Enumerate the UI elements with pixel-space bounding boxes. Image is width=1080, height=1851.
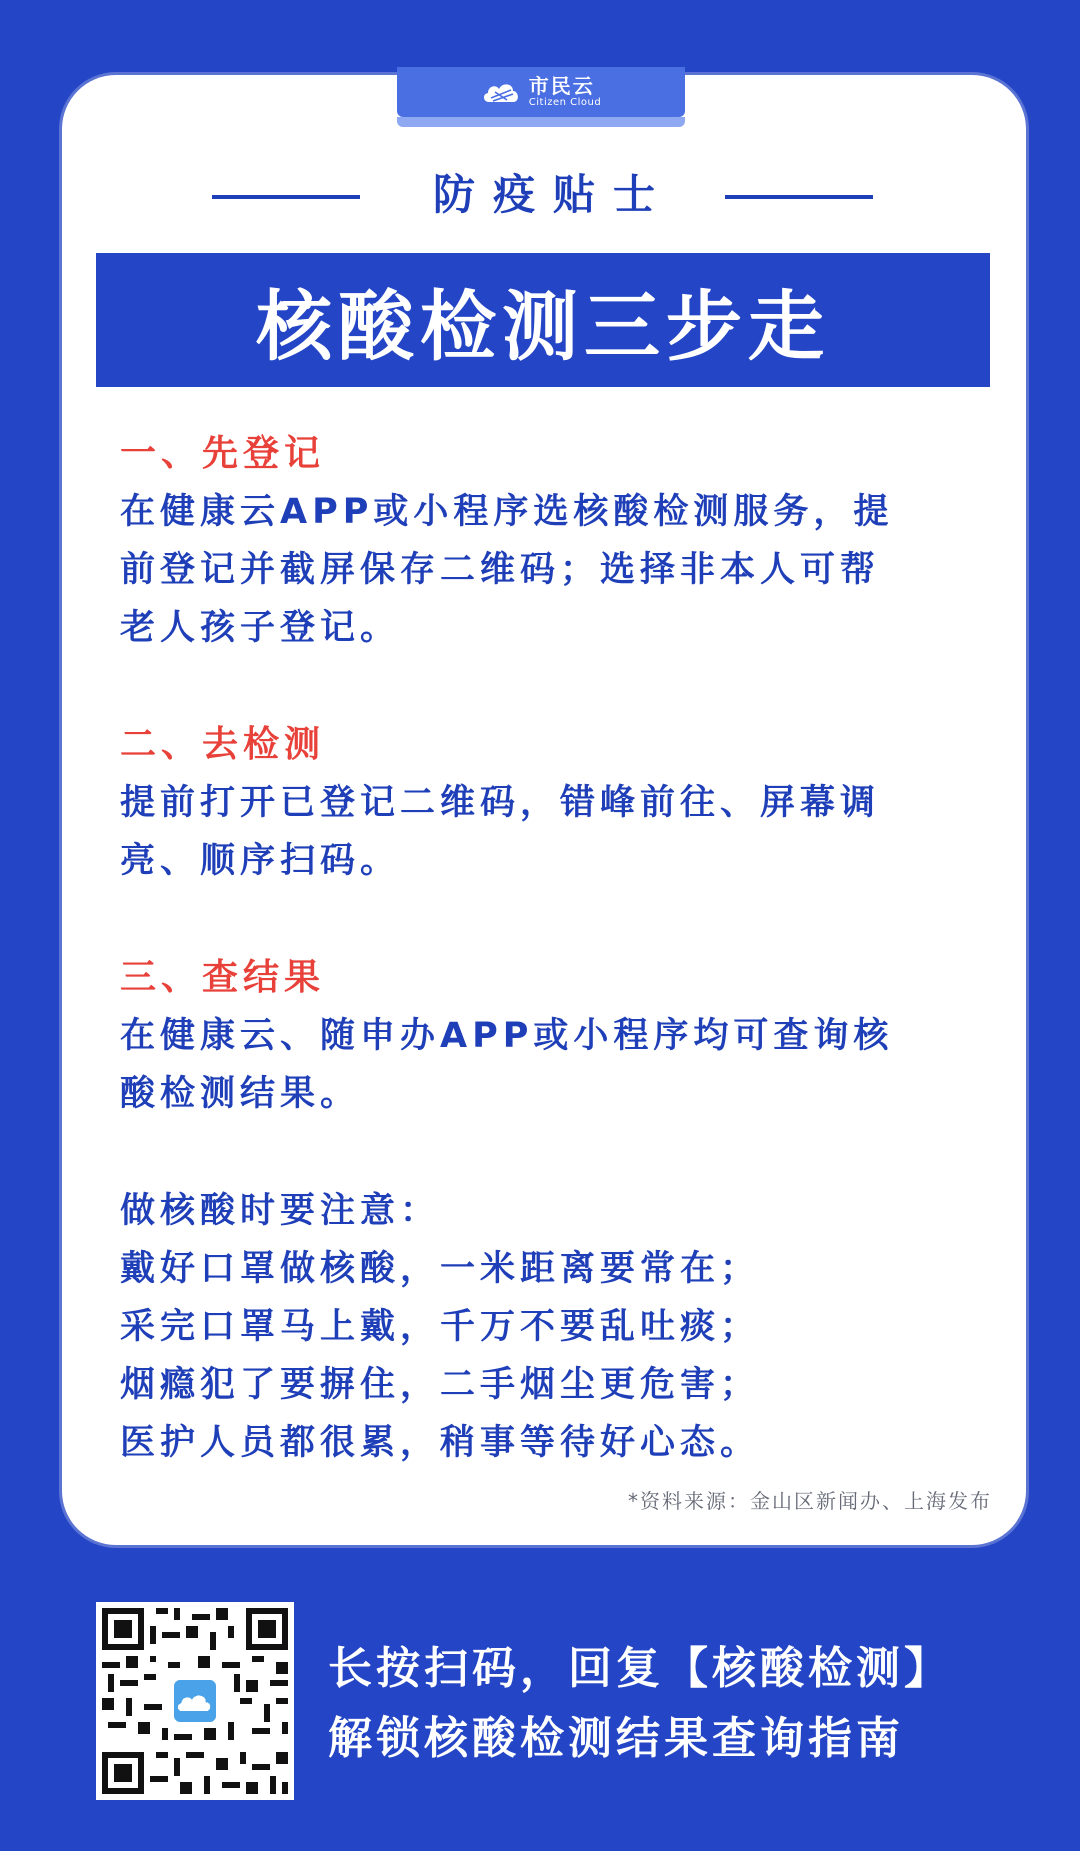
page-title: 核酸检测三步走 xyxy=(256,281,830,371)
title-band xyxy=(96,253,990,387)
brand-name-cn: 市民云 xyxy=(528,74,595,98)
step-heading: 二、去检测 xyxy=(120,724,326,765)
notes-line: 戴好口罩做核酸，一米距离要常在； xyxy=(120,1249,761,1289)
cta-line-1: 长按扫码，回复【核酸检测】 xyxy=(328,1643,952,1694)
subtitle-row xyxy=(62,170,1026,220)
tips-card xyxy=(62,75,1026,1545)
step-section-register xyxy=(120,425,980,657)
step-section-test xyxy=(120,716,980,890)
brand-name-en: Citizen Cloud xyxy=(528,97,602,108)
notes-line: 烟瘾犯了要摒住，二手烟尘更危害； xyxy=(120,1365,761,1405)
source-note: *资料来源：金山区新闻办、上海发布 xyxy=(628,1489,992,1513)
subtitle-rule-right xyxy=(725,195,873,199)
step-heading: 三、查结果 xyxy=(120,957,326,998)
cloud-logo-icon xyxy=(481,78,521,106)
brand-logo xyxy=(397,67,685,117)
step-body: 在健康云、随申办APP或小程序均可查询核 酸检测结果。 xyxy=(120,1016,894,1114)
step-heading: 一、先登记 xyxy=(120,433,326,474)
logo-tab-shadow xyxy=(397,117,685,127)
notes-section xyxy=(120,1182,980,1472)
step-body: 在健康云APP或小程序选核酸检测服务，提 前登记并截屏保存二维码；选择非本人可帮 老人孩子登记。 xyxy=(120,492,894,648)
footer-cta xyxy=(328,1634,1028,1774)
qr-code-icon[interactable] xyxy=(96,1602,294,1800)
cta-line-2: 解锁核酸检测结果查询指南 xyxy=(328,1713,904,1764)
step-section-result xyxy=(120,949,980,1123)
notes-line: 医护人员都很累，稍事等待好心态。 xyxy=(120,1423,761,1463)
notes-heading: 做核酸时要注意： xyxy=(120,1191,441,1231)
page-subtitle: 防疫贴士 xyxy=(432,170,673,219)
step-body: 提前打开已登记二维码，错峰前往、屏幕调 亮、顺序扫码。 xyxy=(120,783,881,881)
tips-content xyxy=(120,425,980,1472)
notes-line: 采完口罩马上戴，千万不要乱吐痰； xyxy=(120,1307,761,1347)
